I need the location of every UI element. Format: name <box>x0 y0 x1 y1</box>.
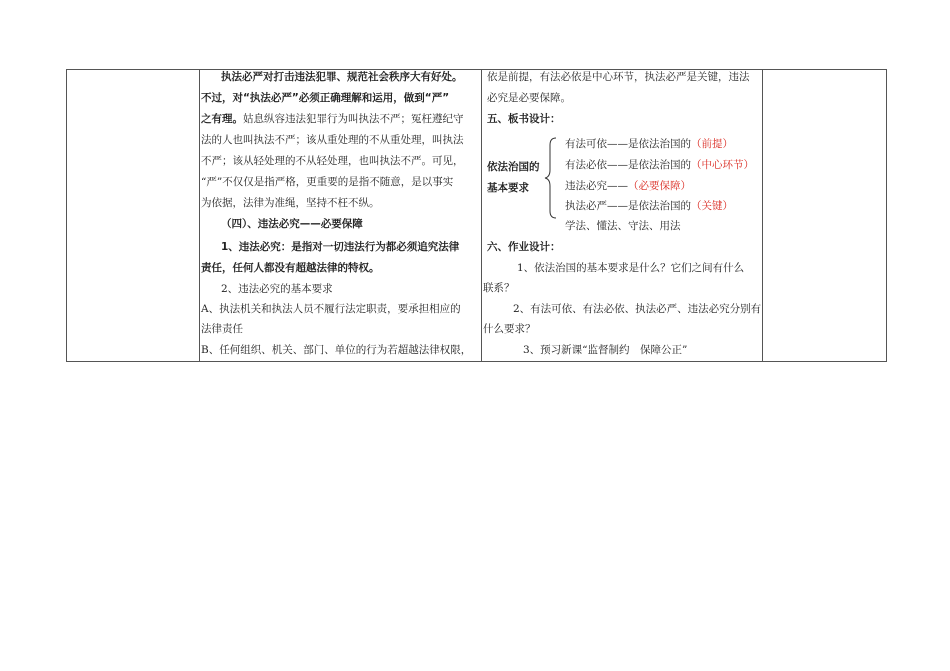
board-left-label: 基本要求 <box>487 182 529 194</box>
highlight-text: （必要保障） <box>628 180 691 192</box>
highlight-text: （前提） <box>691 138 733 150</box>
text-line: 法的人也叫执法不严；该从重处理的不从重处理，叫执法 <box>201 134 464 146</box>
text-line: 不严；该从轻处理的不从轻处理，也叫执法不严。可见， <box>201 155 464 167</box>
highlight-text: （关键） <box>691 200 733 212</box>
section-heading: （四）、违法必究——必要保障 <box>221 218 363 230</box>
text-span: 执法必严——是依法治国的 <box>565 200 691 212</box>
board-item <box>565 137 733 151</box>
teaching-content-cell <box>199 70 481 361</box>
text-line: 必究是必要保障。 <box>487 92 571 104</box>
board-item <box>565 179 691 193</box>
curly-brace-icon <box>544 137 558 219</box>
text-span: 姑息纵容违法犯罪行为叫执法不严；冤枉遵纪守 <box>243 113 464 125</box>
text-span: 有法可依——是依法治国的 <box>565 138 691 150</box>
text-line: 不过，对“执法必严”必须正确理解和运用，做到“严” <box>201 92 450 104</box>
highlight-text: （中心环节） <box>691 159 754 171</box>
board-item: 学法、懂法、守法、用法 <box>565 220 681 232</box>
section-heading: 五、板书设计： <box>487 113 561 125</box>
board-item <box>565 158 754 172</box>
text-line: 2、违法必究的基本要求 <box>221 283 333 295</box>
text-line: 1、依法治国的基本要求是什么？它们之间有什么 <box>517 262 745 274</box>
text-span: 有法必依——是依法治国的 <box>565 159 691 171</box>
text-line: 为依据，法律为准绳，坚持不枉不纵。 <box>201 197 380 209</box>
text-line: “严”不仅仅是指严格，更重要的是指不随意，是以事实 <box>201 176 454 188</box>
text-line: A、执法机关和执法人员不履行法定职责，要承担相应的 <box>201 303 461 315</box>
text-line: 1、违法必究：是指对一切违法行为都必须追究法律 <box>221 241 460 253</box>
text-span: 违法必究—— <box>565 180 628 192</box>
text-line: 法律责任 <box>201 323 243 335</box>
text-line: 2、有法可依、有法必依、执法必严、违法必究分别有 <box>513 303 762 315</box>
board-left-label: 依法治国的 <box>487 161 540 173</box>
text-line: 责任，任何人都没有超越法律的特权。 <box>201 262 380 274</box>
board-design-cell <box>481 70 762 361</box>
text-line: B、任何组织、机关、部门、单位的行为若超越法律权限， <box>201 344 472 356</box>
text-line: 3、预习新课“监督制约 保障公正” <box>523 344 688 356</box>
text-line: 执法必严对打击违法犯罪、规范社会秩序大有好处。 <box>221 71 463 83</box>
text-span: 之有理。 <box>201 113 243 125</box>
text-line: 什么要求？ <box>483 323 536 335</box>
section-heading: 六、作业设计： <box>487 241 561 253</box>
text-line: 依是前提，有法必依是中心环节，执法必严是关键，违法 <box>487 71 750 83</box>
lesson-plan-table <box>66 69 887 362</box>
left-empty-cell <box>67 70 199 361</box>
text-line: 联系？ <box>483 282 515 294</box>
right-empty-cell <box>762 70 888 361</box>
text-line <box>201 112 464 126</box>
board-item <box>565 199 733 213</box>
